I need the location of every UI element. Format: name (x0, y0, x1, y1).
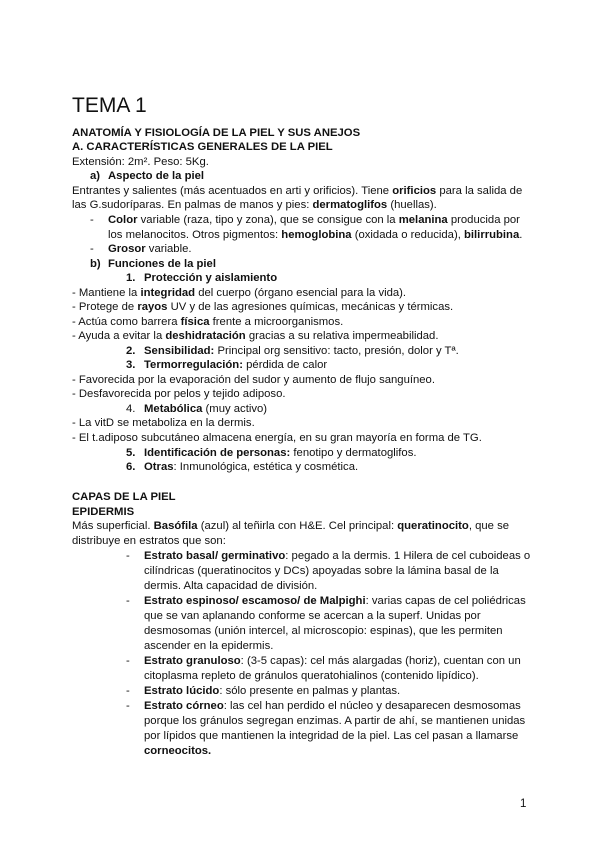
capas-heading: CAPAS DE LA PIEL (72, 491, 176, 503)
estrato-espinoso-cont: desmosomas (unión intercel, al microscopio: espinas), que les permiten (144, 625, 503, 637)
function-2: Sensibilidad: Principal org sensitivo: tacto, presión, dolor y Tª. (144, 345, 459, 357)
paragraph-line: distribuye en estratos que son: (72, 535, 226, 547)
section-a-heading: A. CARACTERÍSTICAS GENERALES DE LA PIEL (72, 141, 333, 153)
list-item: - Favorecida por la evaporación del sudor y aumento de flujo sanguíneo. (72, 374, 435, 386)
list-item: - Actúa como barrera física frente a microorganismos. (72, 316, 344, 328)
bullet-dash: - (126, 550, 130, 562)
subsection-a-label: a) (90, 170, 101, 182)
estrato-basal-cont: dermis. Alta capacidad de división. (144, 580, 318, 592)
list-item: - La vitD se metaboliza en la dermis. (72, 417, 255, 429)
subsection-a-title: Aspecto de la piel (108, 170, 205, 182)
function-3: Termorregulación: pérdida de calor (144, 359, 328, 371)
bullet-dash: - (90, 243, 94, 255)
page-number: 1 (520, 798, 527, 810)
estrato-granuloso-cont: citoplasma repleto de gránulos queratohialinos (contenido lipídico). (144, 670, 479, 682)
paragraph-line: Entrantes y salientes (más acentuados en arti y orificios). Tiene orificios para la salida de (72, 185, 523, 197)
function-2-num: 2. (126, 345, 136, 357)
extension-line: Extensión: 2m². Peso: 5Kg. (72, 156, 209, 168)
bullet-dash: - (90, 214, 94, 226)
estrato-corneo-cont: por lípidos que mantienen la integridad de la piel. Las cel pasan a llamarse (144, 730, 519, 742)
estrato-corneo-cont: corneocitos. (144, 745, 212, 757)
estrato-espinoso-cont: ascender en la epidermis. (144, 640, 274, 652)
subsection-b-label: b) (90, 258, 101, 270)
function-4-num: 4. (126, 403, 136, 415)
function-6-num: 6. (126, 461, 136, 473)
list-item: - Desfavorecida por pelos y tejido adiposo. (72, 388, 286, 400)
subsection-b-title: Funciones de la piel (108, 258, 216, 270)
estrato-corneo-cont: porque los gránulos segregan enzimas. A partir de ahí, se mantienen unidas (144, 715, 526, 727)
paragraph-line: las G.sudoríparas. En palmas de manos y pies: dermatoglifos (huellas). (72, 199, 437, 211)
estrato-corneo: Estrato córneo: las cel han perdido el núcleo y desaparecen desmosomas (144, 700, 521, 712)
list-item: - El t.adiposo subcutáneo almacena energía, en su gran mayoría en forma de TG. (72, 432, 482, 444)
bullet-item-color: Color variable (raza, tipo y zona), que se consigue con la melanina producida por (108, 214, 520, 226)
function-1-title: Protección y aislamiento (144, 272, 278, 284)
page-title: TEMA 1 (72, 94, 147, 117)
function-5: Identificación de personas: fenotipo y dermatoglifos. (144, 447, 417, 459)
paragraph-line: Más superficial. Basófila (azul) al teñirla con H&E. Cel principal: queratinocito, que se (72, 520, 510, 532)
estrato-basal-cont: cilíndricas (queratinocitos y DCs) apoyadas sobre la lámina basal de la (144, 565, 499, 577)
bullet-dash: - (126, 595, 130, 607)
estrato-basal: Estrato basal/ germinativo: pegado a la dermis. 1 Hilera de cel cuboideas o (144, 550, 531, 562)
function-5-num: 5. (126, 447, 136, 459)
bullet-dash: - (126, 655, 130, 667)
list-item: - Protege de rayos UV y de las agresiones químicas, mecánicas y térmicas. (72, 301, 454, 313)
function-6: Otras: Inmunológica, estética y cosmética. (144, 461, 359, 473)
estrato-espinoso-cont: que se van aplanando conforme se acercan a la superf. Unidas por (144, 610, 481, 622)
bullet-item-color-cont: los melanocitos. Otros pigmentos: hemoglobina (oxidada o reducida), bilirrubina. (108, 229, 523, 241)
bullet-dash: - (126, 685, 130, 697)
list-item: - Ayuda a evitar la deshidratación gracias a su relativa impermeabilidad. (72, 330, 439, 342)
main-heading: ANATOMÍA Y FISIOLOGÍA DE LA PIEL Y SUS ANEJOS (72, 127, 361, 139)
bullet-dash: - (126, 700, 130, 712)
function-1-num: 1. (126, 272, 136, 284)
bullet-item-grosor: Grosor variable. (108, 243, 192, 255)
function-3-num: 3. (126, 359, 136, 371)
epidermis-heading: EPIDERMIS (72, 506, 135, 518)
estrato-espinoso: Estrato espinoso/ escamoso/ de Malpighi: varias capas de cel poliédricas (144, 595, 526, 607)
estrato-granuloso: Estrato granuloso: (3-5 capas): cel más alargadas (horiz), cuentan con un (144, 655, 521, 667)
estrato-lucido: Estrato lúcido: sólo presente en palmas y plantas. (144, 685, 401, 697)
list-item: - Mantiene la integridad del cuerpo (órgano esencial para la vida). (72, 287, 407, 299)
function-4: Metabólica (muy activo) (144, 403, 268, 415)
